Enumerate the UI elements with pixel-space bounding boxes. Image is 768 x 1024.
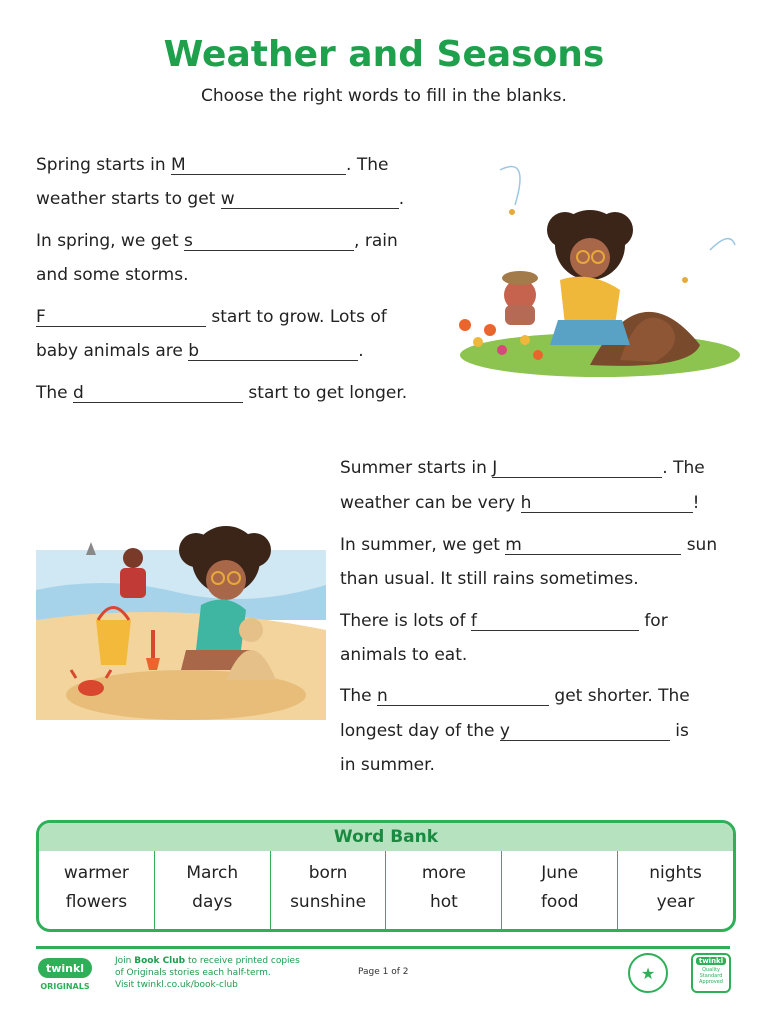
- summer-sentence-4: than usual. It still rains sometimes.: [340, 569, 639, 589]
- word-bank-word: born: [308, 863, 348, 883]
- book-club-promo: Join Book Club to receive printed copies of Originals stories each half-term. Visit twinkl.co.uk/book-club: [115, 956, 300, 990]
- blank-field[interactable]: f: [471, 611, 639, 631]
- page-subtitle: Choose the right words to fill in the blanks.: [201, 86, 567, 106]
- word-bank-word: year: [656, 892, 695, 912]
- summer-sentence-9: in summer.: [340, 755, 435, 775]
- blank-field[interactable]: y: [500, 721, 670, 741]
- word-bank: [36, 820, 736, 932]
- book-club-url[interactable]: Visit twinkl.co.uk/book-club: [115, 980, 238, 990]
- word-bank-column: [39, 851, 155, 929]
- blank-field[interactable]: F: [36, 307, 206, 327]
- spring-sentence-7: The d start to get longer.: [36, 383, 408, 403]
- blank-field[interactable]: m: [505, 535, 681, 555]
- footer-divider: [36, 946, 730, 949]
- spring-sentence-4: and some storms.: [36, 265, 189, 285]
- word-bank-word: more: [421, 863, 466, 883]
- word-bank-column: [386, 851, 502, 929]
- blank-field[interactable]: n: [377, 686, 549, 706]
- summer-sentence-1: Summer starts in J . The: [340, 458, 705, 478]
- word-bank-word: sunshine: [290, 892, 367, 912]
- word-bank-word: June: [541, 863, 579, 883]
- spring-sentence-2: weather starts to get w .: [36, 189, 405, 209]
- book-club-link[interactable]: Book Club: [134, 956, 186, 966]
- blank-field[interactable]: J: [492, 458, 662, 478]
- blank-field[interactable]: w: [221, 189, 399, 209]
- word-bank-word: flowers: [65, 892, 128, 912]
- blank-field[interactable]: s: [184, 231, 354, 251]
- spring-sentence-5: F start to grow. Lots of: [36, 307, 387, 327]
- summer-sentence-7: The n get shorter. The: [340, 686, 690, 706]
- word-bank-word: days: [192, 892, 233, 912]
- quality-standard-badge: twinkl Quality Standard Approved: [691, 953, 731, 993]
- word-bank-word: nights: [649, 863, 702, 883]
- word-bank-column: [502, 851, 618, 929]
- summer-sentence-2: weather can be very h !: [340, 493, 700, 513]
- word-bank-column: [271, 851, 387, 929]
- word-bank-word: March: [186, 863, 239, 883]
- summer-sentence-3: In summer, we get m sun: [340, 535, 718, 555]
- spring-sentence-1: Spring starts in M . The: [36, 155, 389, 175]
- word-bank-column: [155, 851, 271, 929]
- blank-field[interactable]: M: [171, 155, 346, 175]
- word-bank-heading: Word Bank: [39, 823, 733, 851]
- summer-sentence-8: longest day of the y is: [340, 721, 689, 741]
- summer-sentence-6: animals to eat.: [340, 645, 468, 665]
- star-icon: ★: [628, 953, 668, 993]
- logo-bottom-text: ORIGINALS: [40, 982, 90, 991]
- word-bank-column: [618, 851, 733, 929]
- word-bank-word: hot: [429, 892, 458, 912]
- spring-sentence-3: In spring, we get s , rain: [36, 231, 398, 251]
- blank-field[interactable]: d: [73, 383, 243, 403]
- summer-illustration: [36, 480, 326, 720]
- logo-top-text: twinkl: [45, 962, 85, 975]
- page-number: Page 1 of 2: [358, 967, 409, 977]
- spring-illustration: [440, 150, 740, 390]
- twinkl-originals-logo: [36, 956, 96, 992]
- blank-field[interactable]: h: [521, 493, 693, 513]
- spring-sentence-6: baby animals are b .: [36, 341, 364, 361]
- word-bank-word: food: [540, 892, 579, 912]
- word-bank-word: warmer: [63, 863, 129, 883]
- page-title: Weather and Seasons: [163, 34, 605, 75]
- blank-field[interactable]: b: [188, 341, 358, 361]
- summer-sentence-5: There is lots of f for: [340, 611, 668, 631]
- word-bank-columns: [39, 851, 733, 929]
